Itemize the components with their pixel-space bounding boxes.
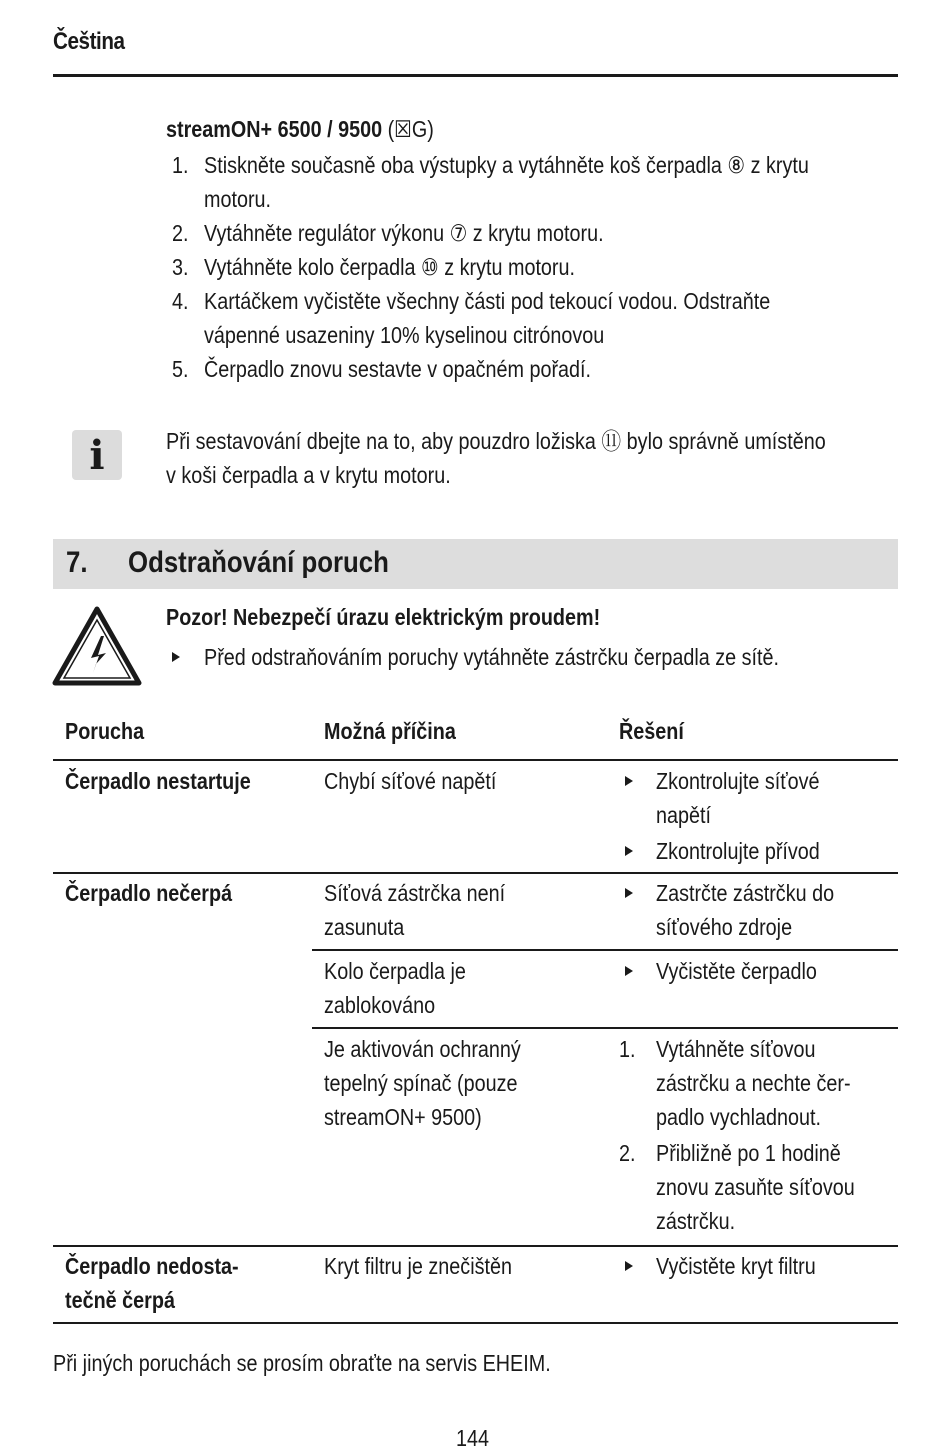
header-rule: [53, 74, 898, 77]
solution-text: Zkontrolujte síťové: [656, 768, 820, 794]
column-header-solution: Řešení: [619, 718, 684, 744]
step-number: 2.: [172, 220, 189, 246]
cause-cell: Je aktivován ochranný tepelný spínač (pouze streamON+ 9500): [324, 1036, 521, 1130]
solution-text: zástrčku a nechte čer-: [656, 1070, 851, 1096]
table-rule: [53, 1322, 898, 1324]
steps-list: [166, 148, 901, 386]
electric-hazard-icon: [52, 606, 142, 686]
bullet-arrow-icon: [625, 846, 633, 856]
figure-ref: (☒G): [387, 116, 434, 142]
fault-cell: Čerpadlo nedosta- tečně čerpá: [65, 1253, 239, 1313]
solution-item: [619, 1032, 895, 1134]
section-number: 7.: [66, 546, 88, 579]
fault-cell: Čerpadlo nečerpá: [65, 880, 233, 906]
list-item: [166, 284, 901, 352]
step-text: Čerpadlo znovu sestavte v opačném pořadí.: [204, 356, 592, 382]
warning-title: Pozor! Nebezpečí úrazu elektrickým proudem!: [166, 604, 601, 630]
solution-item: [625, 1249, 895, 1283]
column-header-fault: Porucha: [65, 718, 145, 744]
warning-text: Před odstraňováním poruchy vytáhněte zástrčku čerpadla ze sítě.: [204, 644, 780, 670]
cause-cell: Kryt filtru je znečištěn: [324, 1253, 512, 1279]
column-header-cause: Možná příčina: [324, 718, 456, 744]
list-item: [166, 352, 901, 386]
table-rule: [53, 872, 898, 874]
info-icon: i: [72, 430, 122, 480]
step-text: motoru.: [204, 186, 272, 212]
instructions-heading: [166, 116, 434, 143]
table-rule: [53, 1245, 898, 1247]
solution-text: Zkontrolujte přívod: [656, 838, 820, 864]
language-header: Čeština: [53, 28, 125, 55]
cause-cell: Síťová zástrčka není zasunuta: [324, 880, 506, 940]
solution-text: padlo vychladnout.: [656, 1104, 821, 1130]
service-note: Při jiných poruchách se prosím obraťte na servis EHEIM.: [53, 1350, 551, 1376]
cause-cell: Kolo čerpadla je zablokováno: [324, 958, 466, 1018]
solution-text: Vyčistěte kryt filtru: [656, 1253, 816, 1279]
solution-item: [625, 954, 895, 988]
bullet-arrow-icon: [172, 652, 180, 662]
step-number: 5.: [172, 356, 189, 382]
list-item: [166, 250, 901, 284]
info-note: [166, 424, 933, 492]
solution-text: Vyčistěte čerpadlo: [656, 958, 817, 984]
list-item: [166, 216, 901, 250]
table-rule: [53, 759, 898, 761]
solution-item: [625, 834, 895, 868]
fault-cell: Čerpadlo nestartuje: [65, 768, 251, 794]
step-text: vápenné usazeniny 10% kyselinou citrónovou: [204, 322, 605, 348]
step-text: Stiskněte současně oba výstupky a vytáhněte koš čerpadla ⑧ z krytu: [204, 152, 809, 178]
step-number: 1.: [619, 1036, 636, 1062]
section-title: Odstraňování poruch: [128, 546, 389, 579]
step-number: 4.: [172, 288, 189, 314]
step-text: Vytáhněte regulátor výkonu ⑦ z krytu motoru.: [204, 220, 604, 246]
solution-text: Přibližně po 1 hodině: [656, 1140, 841, 1166]
table-rule: [312, 1027, 898, 1029]
solution-text: Zastrčte zástrčku do: [656, 880, 835, 906]
cause-cell: Chybí síťové napětí: [324, 768, 497, 794]
note-line: v koši čerpadla a v krytu motoru.: [166, 462, 451, 488]
step-number: 2.: [619, 1140, 636, 1166]
step-text: Vytáhněte kolo čerpadla ⑩ z krytu motoru.: [204, 254, 576, 280]
note-line: Při sestavování dbejte na to, aby pouzdro ložiska ⑪ bylo správně umístěno: [166, 428, 826, 454]
solution-item: [619, 1136, 895, 1238]
bullet-arrow-icon: [625, 888, 633, 898]
table-rule: [312, 949, 898, 951]
step-text: Kartáčkem vyčistěte všechny části pod tekoucí vodou. Odstraňte: [204, 288, 771, 314]
step-number: 1.: [172, 152, 189, 178]
solution-item: [625, 876, 895, 946]
list-item: [166, 148, 901, 216]
model-names: streamON+ 6500 / 9500: [166, 116, 383, 142]
solution-text: Vytáhněte síťovou: [656, 1036, 816, 1062]
page-number: 144: [456, 1425, 490, 1451]
solution-text: zástrčku.: [656, 1208, 736, 1234]
bullet-arrow-icon: [625, 966, 633, 976]
solution-text: napětí: [656, 802, 711, 828]
step-number: 3.: [172, 254, 189, 280]
solution-text: znovu zasuňte síťovou: [656, 1174, 855, 1200]
bullet-arrow-icon: [625, 776, 633, 786]
solution-text: síťového zdroje: [656, 914, 793, 940]
bullet-arrow-icon: [625, 1261, 633, 1271]
